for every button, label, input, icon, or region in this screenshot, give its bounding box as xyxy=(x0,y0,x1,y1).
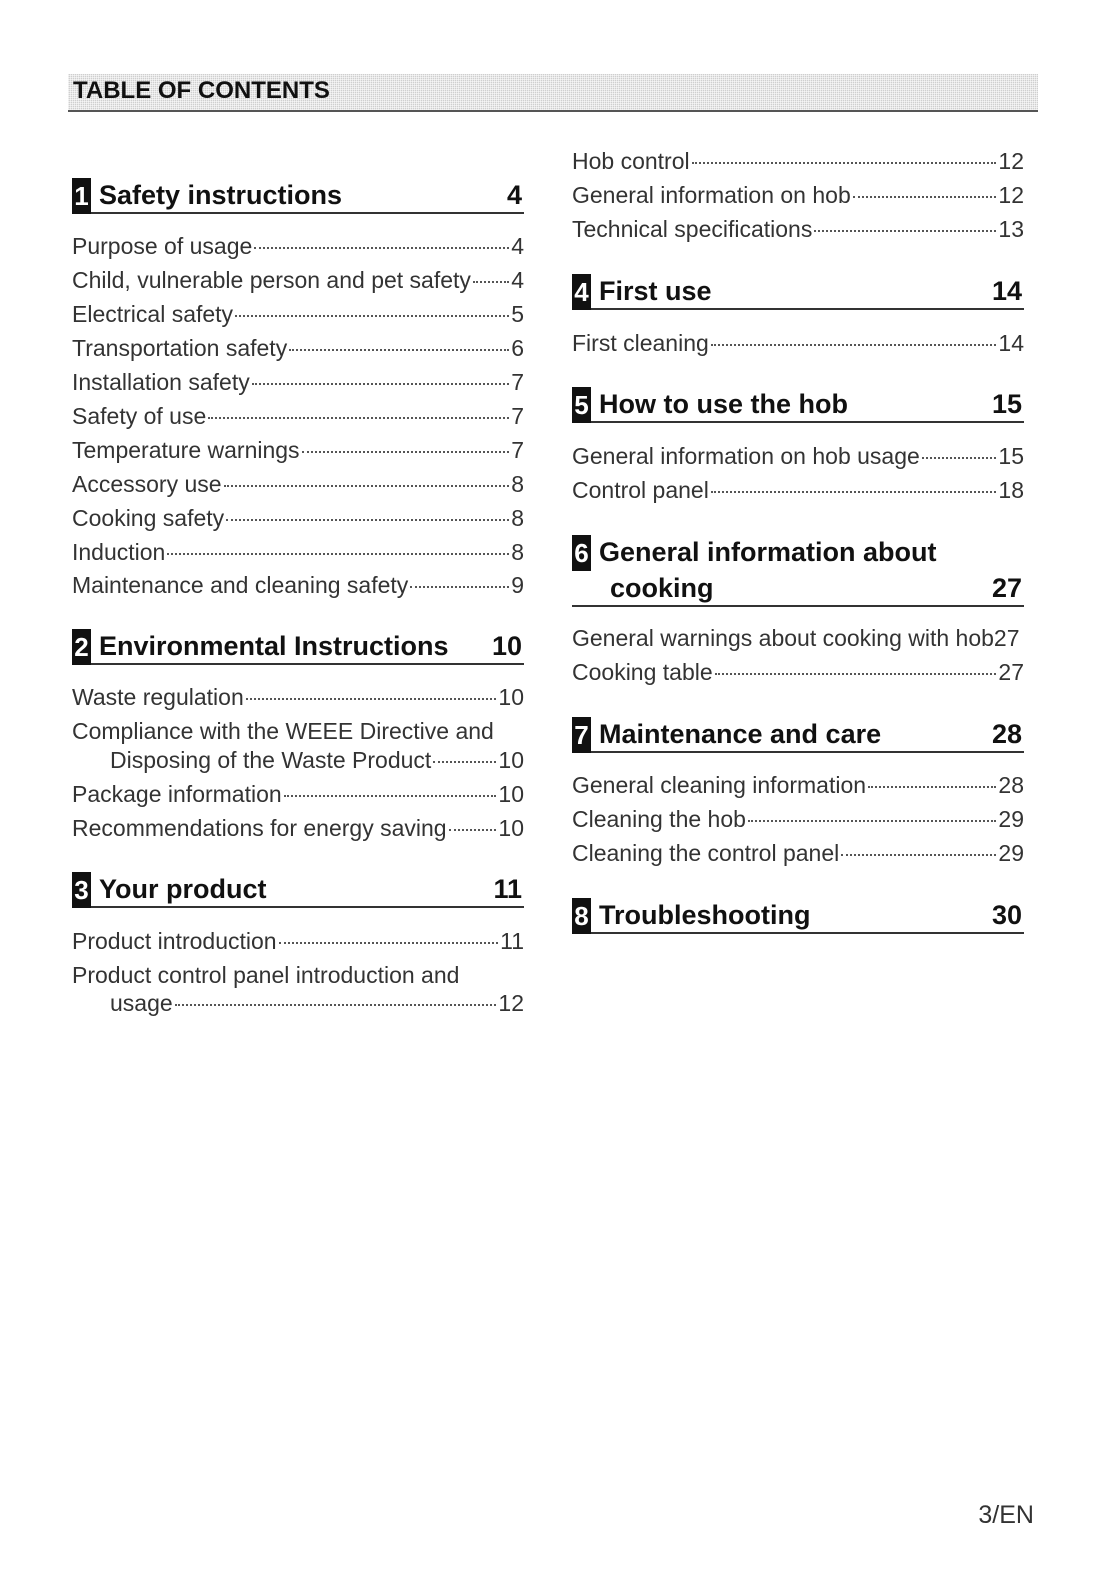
toc-section-6 xyxy=(572,535,1024,607)
entry-title: Purpose of usage xyxy=(72,233,253,259)
entry-page: 7 xyxy=(511,437,524,463)
dot-leader xyxy=(715,673,997,675)
entry-page: 13 xyxy=(998,216,1024,242)
dot-leader xyxy=(433,761,496,763)
section-heading[interactable] xyxy=(72,629,524,665)
entry-page: 5 xyxy=(511,301,524,327)
entry-page: 8 xyxy=(511,539,524,565)
toc-entry-line1[interactable]: Product control panel introduction and xyxy=(72,962,460,988)
toc-section-5 xyxy=(572,387,1024,423)
toc-entry[interactable] xyxy=(72,988,524,1018)
entry-page: 15 xyxy=(998,443,1024,469)
entry-page: 29 xyxy=(998,806,1024,832)
entry-title: Child, vulnerable person and pet safety xyxy=(72,267,471,293)
entry-page: 14 xyxy=(998,330,1024,356)
toc-entry[interactable] xyxy=(72,401,524,431)
toc-entry[interactable] xyxy=(72,745,524,775)
dot-leader xyxy=(226,519,509,521)
section-title: Your product xyxy=(99,874,267,904)
dot-leader xyxy=(252,383,509,385)
entry-title: Technical specifications xyxy=(572,216,813,242)
section-title: Safety instructions xyxy=(99,180,343,210)
entry-title: Installation safety xyxy=(72,369,250,395)
entry-title: Temperature warnings xyxy=(72,437,300,463)
toc-header-bar xyxy=(68,74,1038,112)
toc-entry[interactable] xyxy=(72,503,524,533)
entry-title: Maintenance and cleaning safety xyxy=(72,572,409,598)
entry-page: 12 xyxy=(498,990,524,1016)
entry-page: 4 xyxy=(511,267,524,293)
page-number: 3/EN xyxy=(978,1501,1034,1529)
toc-entry[interactable] xyxy=(72,299,524,329)
entry-title: Safety of use xyxy=(72,403,207,429)
toc-entry[interactable] xyxy=(72,682,524,712)
toc-section-3 xyxy=(72,872,524,908)
entry-page: 7 xyxy=(511,369,524,395)
section-heading[interactable] xyxy=(72,872,524,908)
section-page: 11 xyxy=(493,874,522,904)
entry-page: 18 xyxy=(998,477,1024,503)
dot-leader xyxy=(814,230,996,232)
section-heading[interactable] xyxy=(572,387,1024,423)
dot-leader xyxy=(748,820,996,822)
entry-title-cont: Disposing of the Waste Product xyxy=(110,747,432,773)
dot-leader xyxy=(711,344,997,346)
entry-title: First cleaning xyxy=(572,330,709,356)
dot-leader xyxy=(224,485,510,487)
entry-page: 7 xyxy=(511,403,524,429)
toc-entry[interactable] xyxy=(72,813,524,843)
entry-title-cont: usage xyxy=(110,990,173,1016)
section-title: How to use the hob xyxy=(599,389,848,419)
section-number: 3 xyxy=(72,872,91,908)
dot-leader xyxy=(473,281,509,283)
section-page: 15 xyxy=(991,389,1022,419)
entry-title: General warnings about cooking with hob27 xyxy=(572,625,1020,651)
section-title: First use xyxy=(599,276,712,306)
dot-leader xyxy=(302,451,510,453)
toc-entry[interactable] xyxy=(72,537,524,567)
toc-section-2 xyxy=(72,629,524,665)
toc-section-7 xyxy=(572,717,1024,753)
toc-entry[interactable] xyxy=(72,926,524,956)
toc-entry[interactable] xyxy=(72,231,524,261)
toc-entry[interactable] xyxy=(572,770,1024,800)
entry-title: Waste regulation xyxy=(72,684,244,710)
toc-entry[interactable] xyxy=(572,475,1024,505)
section-number: 1 xyxy=(72,178,91,214)
section-title: General information about xyxy=(599,537,937,567)
entry-page: 10 xyxy=(498,747,524,773)
section-number: 7 xyxy=(572,717,591,753)
dot-leader xyxy=(289,349,509,351)
entry-title: Product introduction xyxy=(72,928,277,954)
entry-page: 4 xyxy=(511,233,524,259)
section-page: 10 xyxy=(491,631,522,661)
entry-title: Induction xyxy=(72,539,166,565)
dot-leader xyxy=(235,315,509,317)
section-heading[interactable] xyxy=(572,717,1024,753)
dot-leader xyxy=(279,942,499,944)
section-number: 6 xyxy=(572,535,591,571)
section-title: Troubleshooting xyxy=(599,900,811,930)
section-number: 4 xyxy=(572,274,591,310)
section-page: 27 xyxy=(991,573,1022,603)
section-title: Environmental Instructions xyxy=(99,631,449,661)
toc-section-8 xyxy=(572,898,1024,934)
toc-entry-line1[interactable]: Compliance with the WEEE Directive and xyxy=(72,718,494,744)
section-heading[interactable] xyxy=(72,178,524,214)
toc-section-4 xyxy=(572,274,1024,310)
dot-leader xyxy=(246,698,497,700)
dot-leader xyxy=(711,491,997,493)
entry-title: Recommendations for energy saving xyxy=(72,815,447,841)
toc-title: TABLE OF CONTENTS xyxy=(73,77,330,104)
toc-entry[interactable] xyxy=(572,180,1024,210)
dot-leader xyxy=(841,854,996,856)
entry-title: Hob control xyxy=(572,148,690,174)
section-heading[interactable] xyxy=(572,274,1024,310)
toc-entry[interactable] xyxy=(72,367,524,397)
dot-leader xyxy=(449,829,497,831)
section-title-cont: cooking xyxy=(610,573,714,603)
entry-title: Package information xyxy=(72,781,282,807)
toc-entry[interactable] xyxy=(572,146,1024,176)
entry-page: 28 xyxy=(998,772,1024,798)
dot-leader xyxy=(922,457,997,459)
toc-entry[interactable] xyxy=(72,469,524,499)
section-page: 28 xyxy=(991,719,1022,749)
entry-title: General cleaning information xyxy=(572,772,867,798)
toc-section-1 xyxy=(72,178,524,214)
entry-title: Electrical safety xyxy=(72,301,234,327)
entry-page: 10 xyxy=(498,684,524,710)
entry-title: General information on hob usage xyxy=(572,443,920,469)
entry-page: 11 xyxy=(500,928,524,954)
toc-entry[interactable] xyxy=(572,214,1024,244)
entry-title: Cooking table xyxy=(572,659,713,685)
toc-entry[interactable] xyxy=(572,328,1024,358)
entry-title: Accessory use xyxy=(72,471,222,497)
toc-entry[interactable] xyxy=(572,804,1024,834)
entry-title: Cleaning the control panel xyxy=(572,840,840,866)
dot-leader xyxy=(167,553,509,555)
toc-entry[interactable] xyxy=(572,623,1020,653)
dot-leader xyxy=(868,786,996,788)
section-number: 2 xyxy=(72,629,91,665)
section-page: 4 xyxy=(506,180,522,210)
entry-page: 10 xyxy=(498,815,524,841)
section-heading[interactable] xyxy=(572,535,1024,607)
entry-title: Transportation safety xyxy=(72,335,288,361)
entry-page: 27 xyxy=(998,659,1024,685)
toc-entry[interactable] xyxy=(72,333,524,363)
entry-page: 29 xyxy=(998,840,1024,866)
entry-title: Cleaning the hob xyxy=(572,806,746,832)
entry-title: Cooking safety xyxy=(72,505,225,531)
toc-entry[interactable] xyxy=(72,779,524,809)
section-number: 5 xyxy=(572,387,591,423)
entry-title: General information on hob xyxy=(572,182,851,208)
entry-title: Control panel xyxy=(572,477,709,503)
entry-page: 12 xyxy=(998,182,1024,208)
section-number: 8 xyxy=(572,898,591,934)
section-title: Maintenance and care xyxy=(599,719,882,749)
entry-page: 8 xyxy=(511,505,524,531)
entry-page: 8 xyxy=(511,471,524,497)
dot-leader xyxy=(692,162,997,164)
dot-leader xyxy=(254,247,509,249)
entry-page: 9 xyxy=(511,572,524,598)
toc-entry[interactable] xyxy=(572,657,1024,687)
section-heading[interactable] xyxy=(572,898,1024,934)
dot-leader xyxy=(410,586,509,588)
dot-leader xyxy=(175,1004,497,1006)
entry-page: 12 xyxy=(998,148,1024,174)
entry-page: 6 xyxy=(511,335,524,361)
dot-leader xyxy=(853,196,997,198)
section-page: 14 xyxy=(991,276,1022,306)
toc-entry[interactable] xyxy=(72,435,524,465)
toc-entry[interactable] xyxy=(72,570,524,600)
toc-entry[interactable] xyxy=(72,265,524,295)
toc-entry[interactable] xyxy=(572,838,1024,868)
dot-leader xyxy=(208,417,509,419)
dot-leader xyxy=(284,795,497,797)
toc-entry[interactable] xyxy=(572,441,1024,471)
entry-page: 10 xyxy=(498,781,524,807)
section-page: 30 xyxy=(991,900,1022,930)
